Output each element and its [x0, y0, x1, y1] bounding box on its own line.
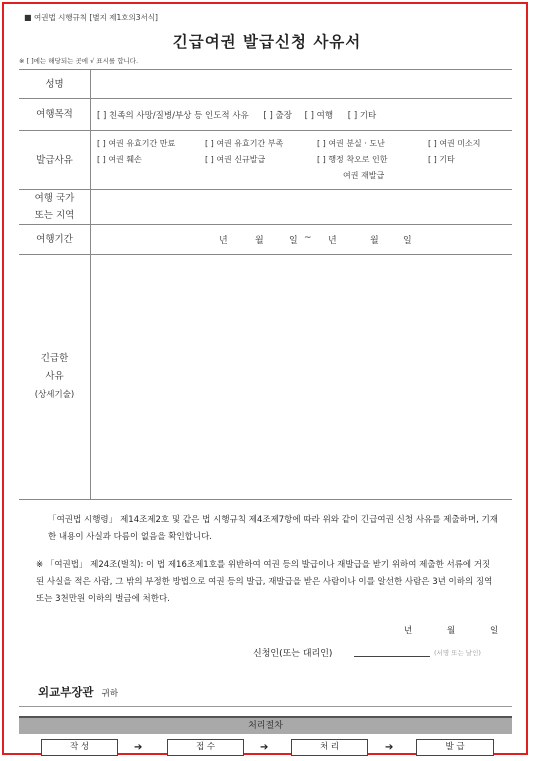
recipient-suffix: 귀하	[101, 689, 119, 699]
purpose-options	[91, 99, 513, 131]
period-label: 여행기간	[19, 225, 91, 255]
row-reason	[19, 131, 512, 190]
applicant-label: 신청인(또는 대리인)	[253, 649, 333, 659]
row-period	[19, 225, 512, 255]
urgent-reason-label: 긴급한 사유 (상세기술)	[19, 255, 91, 500]
purpose-label: 여행목적	[19, 99, 91, 131]
reason-option-insufficient[interactable]: [ ] 여권 유효기간 부족	[205, 139, 284, 148]
recipient-name: 외교부장관	[38, 685, 94, 699]
name-field[interactable]	[91, 70, 513, 99]
divider	[19, 706, 512, 707]
arrow-icon: ➔	[134, 742, 143, 753]
applicant-signature-line[interactable]	[354, 656, 430, 657]
reason-label: 발급사유	[19, 131, 91, 190]
rule-label: ■ 여권법 시행규칙 [별지 제1호의3서식]	[24, 13, 158, 22]
procedure-step-process: 처 리	[291, 739, 368, 756]
row-urgent-reason	[19, 255, 512, 500]
procedure-title: 처리절차	[19, 716, 512, 734]
reason-option-not-carried[interactable]: [ ] 여권 미소지	[428, 139, 481, 148]
purpose-option-humanitarian[interactable]: [ ] 친족의 사망/질병/부상 등 인도적 사유	[97, 110, 249, 121]
reason-option-lost[interactable]: [ ] 여권 분실 · 도난	[317, 139, 385, 148]
row-purpose	[19, 99, 512, 131]
destination-label: 여행 국가 또는 지역	[19, 190, 91, 225]
application-form	[19, 69, 512, 500]
name-label: 성명	[19, 70, 91, 99]
instruction-text: ※ [ ]에는 해당되는 곳에 √ 표시를 합니다.	[19, 57, 139, 65]
procedure-step-write: 작 성	[41, 739, 118, 756]
date-year: 년	[404, 626, 413, 636]
row-destination	[19, 190, 512, 225]
signature-hint: (서명 또는 날인)	[434, 649, 481, 657]
recipient	[38, 681, 118, 700]
date-month: 월	[447, 626, 456, 636]
procedure-step-issue: 발 급	[416, 739, 494, 756]
reason-option-other[interactable]: [ ] 기타	[428, 155, 455, 164]
purpose-option-other[interactable]: [ ] 기타	[347, 110, 377, 121]
row-name	[19, 70, 512, 99]
reason-option-expired[interactable]: [ ] 여권 유효기간 만료	[97, 139, 176, 148]
reason-option-admin-error-cont: 여권 재발급	[343, 171, 385, 180]
reason-option-new[interactable]: [ ] 여권 신규발급	[205, 155, 266, 164]
urgent-reason-field[interactable]	[91, 255, 513, 500]
purpose-option-business[interactable]: [ ] 출장	[263, 110, 292, 121]
reason-option-damaged[interactable]: [ ] 여권 훼손	[97, 155, 142, 164]
arrow-icon: ➔	[260, 742, 269, 753]
declaration-text: 「여권법 시행령」 제14조제2호 및 같은 법 시행규칙 제4조제7항에 따라 위와 같이 긴급여권 신청 사유를 제출하며, 기재한 내용이 사실과 다름이 없음을 확인합니다.	[48, 515, 498, 542]
penalty-note: ※ 「여권법」 제24조(벌칙): 이 법 제16조제1호를 위반하여 여권 등의 발급이나 재발급을 받기 위하여 제출한 서류에 거짓된 사실을 적은 사람, 그 밖의 부정한 방법으로 여권 등의 발급, 재발급을 받은 사람이나 이를 알선한 사람은 3년 이하의 징역 또는 3천만원 이하의 벌금에 처한다.	[36, 560, 493, 604]
period-field[interactable]: 년 월 일 ~ 년 월 일	[91, 225, 513, 255]
arrow-icon: ➔	[385, 742, 394, 753]
reason-options	[91, 131, 513, 190]
page-title: 긴급여권 발급신청 사유서	[172, 33, 362, 51]
purpose-option-travel[interactable]: [ ] 여행	[304, 110, 334, 121]
date-day: 일	[490, 626, 499, 636]
procedure-step-receive: 접 수	[167, 739, 244, 756]
destination-field[interactable]	[91, 190, 513, 225]
reason-option-admin-error[interactable]: [ ] 행정 착오로 인한	[317, 155, 388, 164]
